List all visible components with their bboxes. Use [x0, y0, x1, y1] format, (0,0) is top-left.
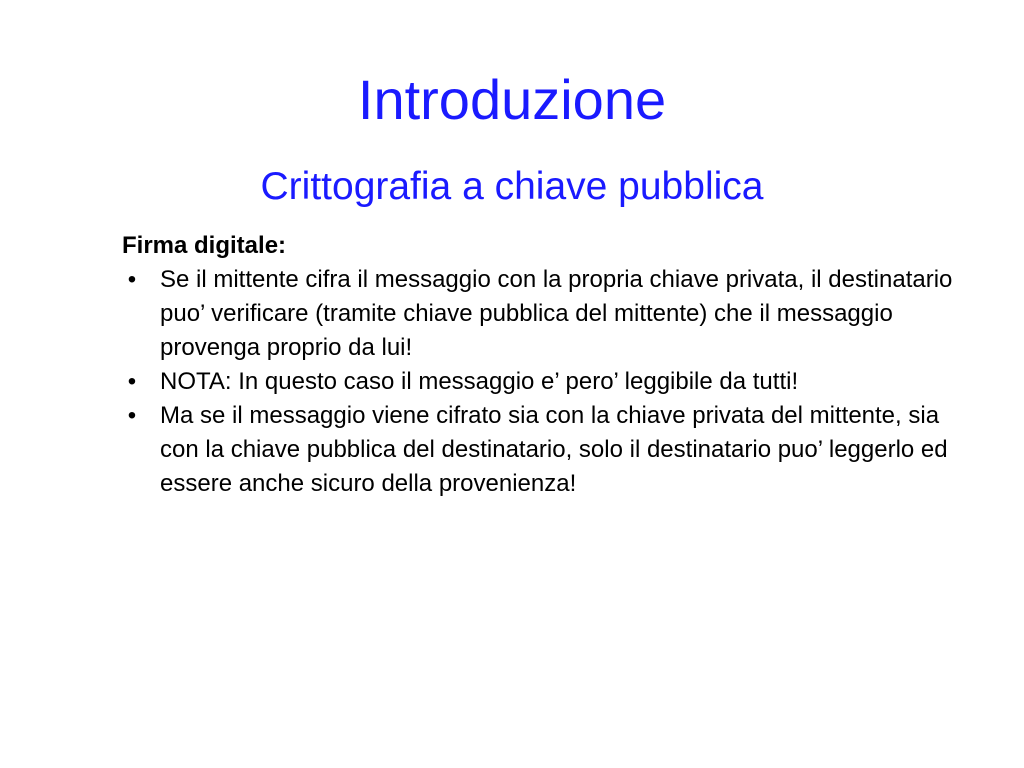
slide-subtitle: Crittografia a chiave pubblica: [260, 165, 764, 208]
slide-title: Introduzione: [357, 68, 667, 131]
section-heading: Firma digitale:: [122, 232, 287, 259]
bullet-item: [122, 263, 982, 365]
bullet-icon: •: [127, 368, 137, 395]
bullet-text: Se il mittente cifra il messaggio con la propria chiave privata, il destinatario puo’ verificare (tramite chiave pubblica del mittente) che il messaggio provenga proprio da lui!: [160, 266, 953, 361]
bullet-text: NOTA: In questo caso il messaggio e’ pero’ leggibile da tutti!: [160, 368, 799, 395]
bullet-item: [122, 399, 982, 501]
bullet-icon: •: [127, 266, 137, 293]
bullet-item: [122, 365, 982, 399]
bullet-icon: •: [127, 402, 137, 429]
slide-body: [122, 229, 982, 501]
bullet-text: Ma se il messaggio viene cifrato sia con la chiave privata del mittente, sia con la chiave pubblica del destinatario, solo il destinatario puo’ leggerlo ed essere anche sicuro della provenienza!: [160, 402, 948, 497]
bullet-list: [122, 263, 982, 501]
